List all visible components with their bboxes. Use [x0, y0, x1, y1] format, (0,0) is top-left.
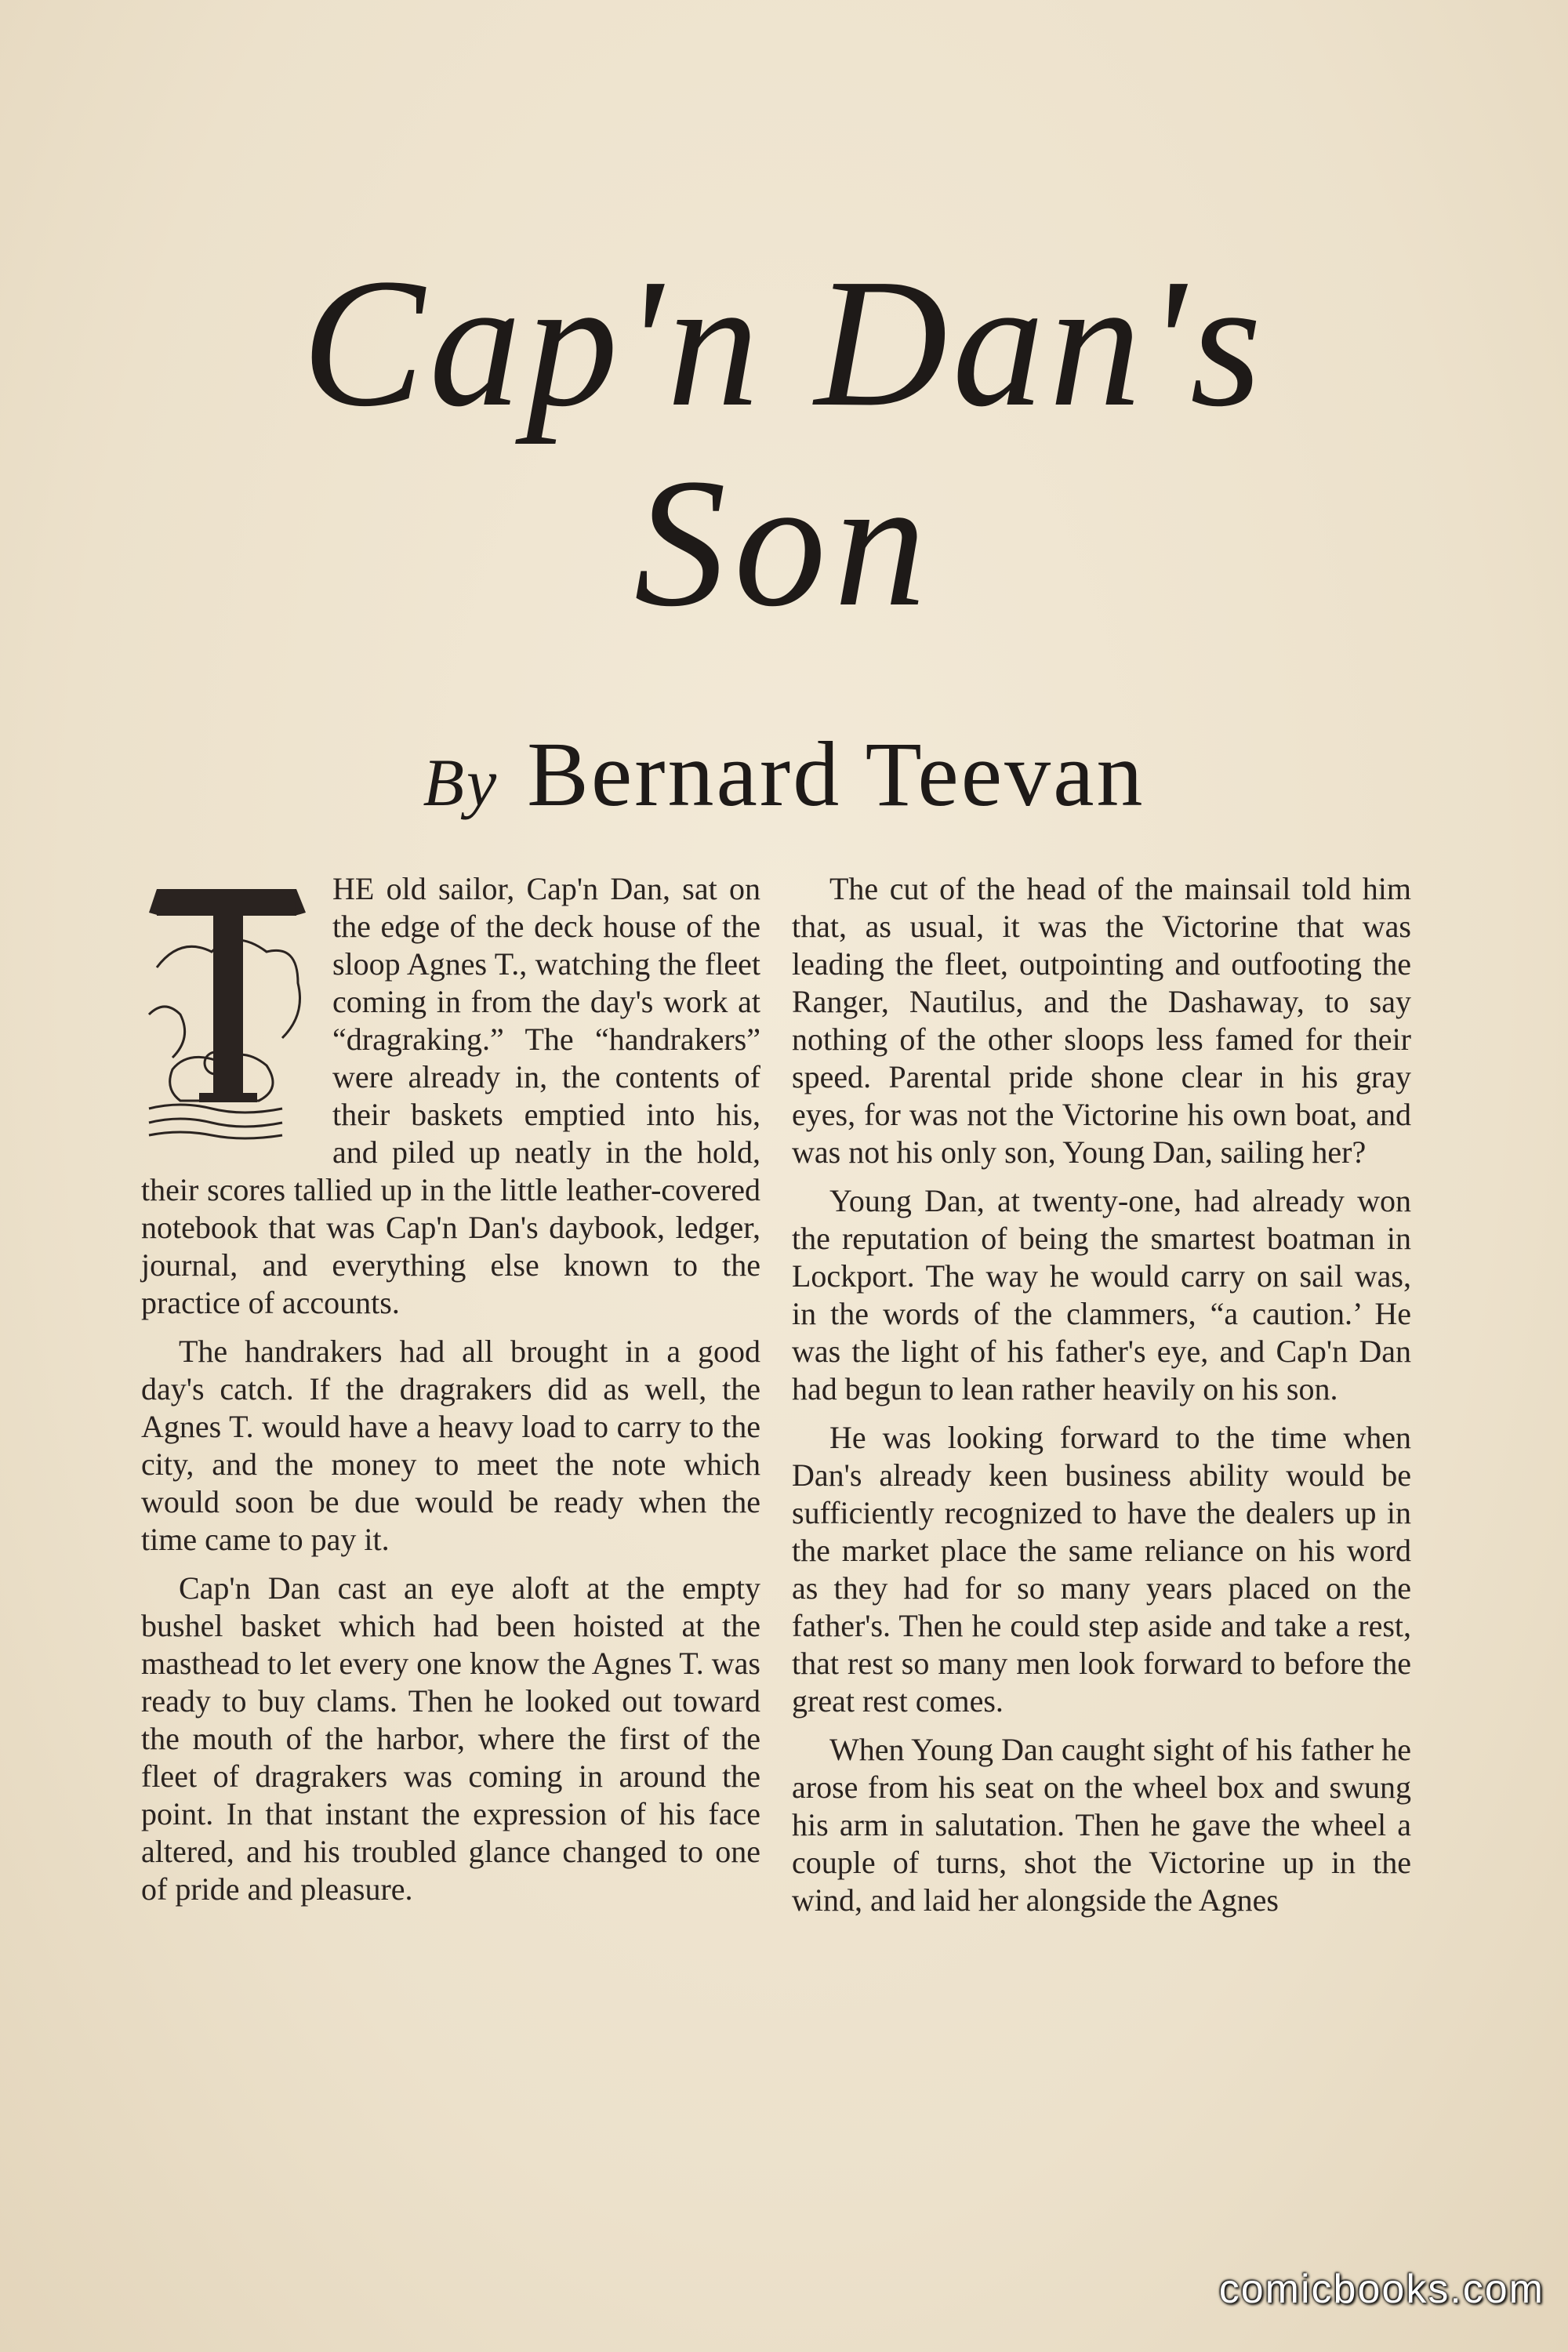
left-column [141, 870, 760, 1919]
byline-prefix: By [423, 745, 499, 820]
drop-cap-illustration [141, 873, 312, 1140]
paragraph: He was looking forward to the time when Dan's already keen business ability would be sufficiently recognized to have the dealers up in the market place the same reliance on his word as they had for so many years placed on the father's. Then he could step aside and take a rest, that rest so many men look forward to before the great rest comes. [792, 1420, 1411, 1719]
title-line-2: Son [633, 441, 935, 644]
title-line-1: Cap'n Dan's [301, 241, 1267, 445]
paragraph: Young Dan, at twenty-one, had already won the reputation of being the smartest boatman in Lockport. The way he would carry on sail was, in the words of the clammers, “a caution.’ He was the light of his father's eye, and Cap'n Dan had begun to lean rather heavily on his son. [792, 1183, 1411, 1406]
paragraph: HE old sailor, Cap'n Dan, sat on the edge of the deck house of the sloop Agnes T., watching the fleet coming in from the day's work at “dragraking.” The “handrakers” were already in, the contents of their baskets emptied into his, and piled up neatly in the hold, their scores tallied up in the little leather-covered notebook that was Cap'n Dan's daybook, ledger, journal, and everything else known to the practice of accounts. [141, 871, 760, 1320]
site-watermark: comicbooks.com [1218, 2267, 1544, 2312]
story-title [157, 241, 1411, 644]
paragraph: Cap'n Dan cast an eye aloft at the empty bushel basket which had been hoisted at the masthead to let every one know the Agnes T. was ready to buy clams. Then he looked out toward the mouth of the harbor, where the first of the fleet of dragrakers was coming in around the point. In that instant the expression of his face altered, and his troubled glance changed to one of pride and pleasure. [141, 1570, 760, 1907]
byline [235, 721, 1333, 828]
paragraph: When Young Dan caught sight of his father he arose from his seat on the wheel box and swung his arm in salutation. Then he gave the wheel a couple of turns, shot the Victorine up in the wind, and laid her alongside the Agnes [792, 1732, 1411, 1918]
right-column [792, 870, 1411, 1930]
paragraph: The cut of the head of the mainsail told him that, as usual, it was the Victorine that was leading the fleet, outpointing and outfooting the Ranger, Nautilus, and the Dashaway, to say nothing of the other sloops less famed for their speed. Parental pride shone clear in his gray eyes, for was not the Victorine his own boat, and was not his only son, Young Dan, sailing her? [792, 871, 1411, 1170]
paragraph: The handrakers had all brought in a good day's catch. If the dragrakers did as well, the Agnes T. would have a heavy load to carry to the city, and the money to meet the note which would soon be due would be ready when the time came to pay it. [141, 1334, 760, 1557]
author-name: Bernard Teevan [527, 723, 1145, 826]
